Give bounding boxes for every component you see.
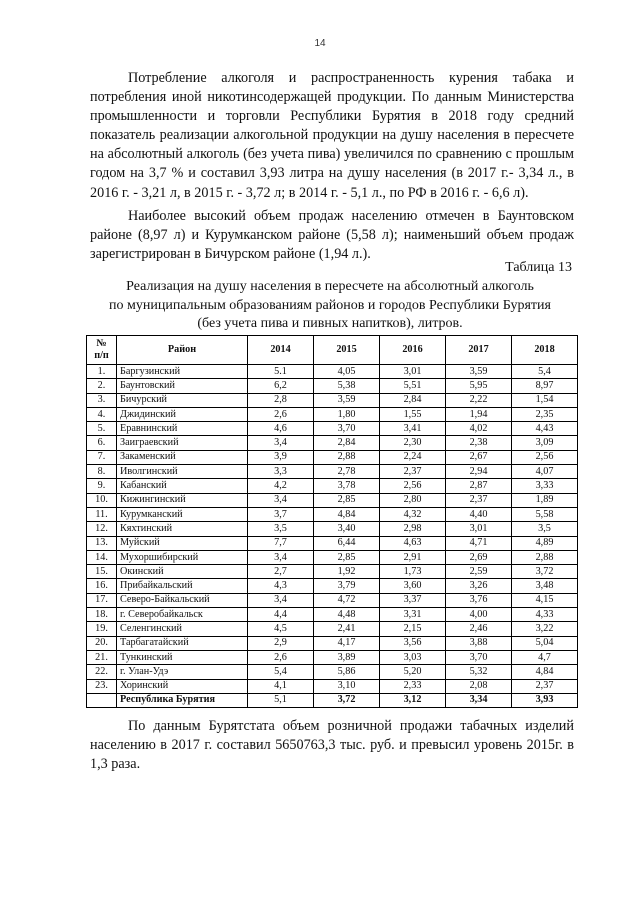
table-row — [87, 522, 578, 536]
cell-2014: 5.1 — [248, 365, 314, 379]
cell-2016: 4,63 — [380, 536, 446, 550]
cell-2015: 4,05 — [314, 365, 380, 379]
table-row — [87, 479, 578, 493]
cell-2016: 4,32 — [380, 507, 446, 521]
cell-2018: 4,07 — [512, 465, 578, 479]
cell-district: Бичурский — [117, 393, 248, 407]
cell-district: Курумканский — [117, 507, 248, 521]
table-row — [87, 536, 578, 550]
cell-2016: 2,37 — [380, 465, 446, 479]
cell-2017: 5,95 — [446, 379, 512, 393]
cell-2015: 2,85 — [314, 493, 380, 507]
cell-2016: 3,31 — [380, 608, 446, 622]
table-row — [87, 465, 578, 479]
cell-2014: 4,6 — [248, 422, 314, 436]
cell-2015: 3,79 — [314, 579, 380, 593]
cell-2018: 5,04 — [512, 636, 578, 650]
cell-2014: 4,2 — [248, 479, 314, 493]
cell-2018: 4,43 — [512, 422, 578, 436]
cell-district: Еравнинский — [117, 422, 248, 436]
cell-2016: 3,03 — [380, 650, 446, 664]
cell-district: Джидинский — [117, 407, 248, 421]
cell-2018: 3,09 — [512, 436, 578, 450]
cell-2015: 2,78 — [314, 465, 380, 479]
cell-2018: 3,33 — [512, 479, 578, 493]
cell-2017: 4,00 — [446, 608, 512, 622]
cell-district: Кабанский — [117, 479, 248, 493]
header-number-symbol: № — [96, 338, 107, 349]
cell-2015: 1,92 — [314, 565, 380, 579]
cell-2016: 3,12 — [380, 693, 446, 707]
cell-2016: 2,33 — [380, 679, 446, 693]
table-row — [87, 407, 578, 421]
cell-number: 15. — [87, 565, 117, 579]
cell-2018: 3,93 — [512, 693, 578, 707]
table-row — [87, 565, 578, 579]
cell-2015: 3,59 — [314, 393, 380, 407]
cell-2015: 4,48 — [314, 608, 380, 622]
cell-2014: 4,4 — [248, 608, 314, 622]
cell-2016: 2,80 — [380, 493, 446, 507]
cell-2016: 3,60 — [380, 579, 446, 593]
cell-2017: 2,67 — [446, 450, 512, 464]
cell-2017: 2,59 — [446, 565, 512, 579]
table-row — [87, 365, 578, 379]
cell-number: 19. — [87, 622, 117, 636]
cell-district: Селенгинский — [117, 622, 248, 636]
cell-2018: 8,97 — [512, 379, 578, 393]
cell-number: 6. — [87, 436, 117, 450]
cell-2018: 4,15 — [512, 593, 578, 607]
table-row — [87, 507, 578, 521]
cell-district: Республика Бурятия — [117, 693, 248, 707]
cell-number: 8. — [87, 465, 117, 479]
cell-2015: 4,72 — [314, 593, 380, 607]
cell-2015: 4,84 — [314, 507, 380, 521]
paragraph-text: Потребление алкоголя и распространенность курения табака и потребления иной никотинсодержащей продукции. По данным Министерства промышленности и торговли Республики Бурятия в 2018 году средний показатель реализации алкогольной продукции на душу населения в пересчете на абсолютный алкоголь (без учета пива) увеличился по сравнению с прошлым годом на 3,7 % и составил 3,93 литра на душу населения (в 2017 г.- 3,34 л., в 2016 г. - 3,21 л, в 2015 г. - 3,72 л; в 2014 г. - 5,1 л., по РФ в 2016 г. - 6,6 л). — [90, 70, 574, 201]
table-caption-line: Реализация на душу населения в пересчете на абсолютный алкоголь — [126, 279, 534, 294]
cell-2015: 1,80 — [314, 407, 380, 421]
alcohol-sales-table — [86, 335, 578, 708]
page-number: 14 — [314, 38, 326, 49]
cell-2016: 1,73 — [380, 565, 446, 579]
cell-2016: 3,56 — [380, 636, 446, 650]
cell-2017: 4,40 — [446, 507, 512, 521]
table-row — [87, 593, 578, 607]
table-row — [87, 422, 578, 436]
header-2014: 2014 — [248, 336, 314, 365]
cell-2015: 5,86 — [314, 665, 380, 679]
cell-2014: 6,2 — [248, 379, 314, 393]
cell-2014: 4,5 — [248, 622, 314, 636]
cell-2017: 4,71 — [446, 536, 512, 550]
table-row — [87, 679, 578, 693]
cell-district: Баунтовский — [117, 379, 248, 393]
cell-district: Хоринский — [117, 679, 248, 693]
table-caption-line: (без учета пива и пивных напитков), литров. — [197, 316, 463, 331]
cell-district: Мухоршибирский — [117, 550, 248, 564]
cell-2015: 3,78 — [314, 479, 380, 493]
cell-2018: 4,84 — [512, 665, 578, 679]
table-row — [87, 579, 578, 593]
cell-2014: 2,6 — [248, 407, 314, 421]
cell-2016: 2,30 — [380, 436, 446, 450]
cell-2016: 2,91 — [380, 550, 446, 564]
cell-2018: 5,58 — [512, 507, 578, 521]
cell-2015: 2,84 — [314, 436, 380, 450]
cell-2014: 3,4 — [248, 493, 314, 507]
cell-number: 7. — [87, 450, 117, 464]
cell-2014: 3,4 — [248, 593, 314, 607]
cell-number: 3. — [87, 393, 117, 407]
table-row — [87, 622, 578, 636]
cell-2016: 5,51 — [380, 379, 446, 393]
cell-2017: 2,69 — [446, 550, 512, 564]
table-row — [87, 636, 578, 650]
cell-district: Тарбагатайский — [117, 636, 248, 650]
paragraph-text: По данным Бурятстата объем розничной продажи табачных изделий населению в 2017 г. составил 5650763,3 тыс. руб. и превысил уровень 2015г. в 1,3 раза. — [90, 718, 574, 773]
cell-2014: 3,4 — [248, 436, 314, 450]
cell-2014: 4,3 — [248, 579, 314, 593]
table-row — [87, 608, 578, 622]
table-row — [87, 650, 578, 664]
cell-2018: 4,89 — [512, 536, 578, 550]
cell-2017: 4,02 — [446, 422, 512, 436]
cell-number: 20. — [87, 636, 117, 650]
cell-2016: 2,56 — [380, 479, 446, 493]
cell-number: 17. — [87, 593, 117, 607]
cell-2016: 2,84 — [380, 393, 446, 407]
cell-2017: 2,22 — [446, 393, 512, 407]
cell-number: 5. — [87, 422, 117, 436]
cell-number — [87, 693, 117, 707]
cell-district: Закаменский — [117, 450, 248, 464]
cell-2017: 3,34 — [446, 693, 512, 707]
cell-2015: 2,88 — [314, 450, 380, 464]
cell-2017: 3,26 — [446, 579, 512, 593]
cell-2016: 5,20 — [380, 665, 446, 679]
cell-2016: 2,24 — [380, 450, 446, 464]
cell-number: 13. — [87, 536, 117, 550]
cell-2014: 2,6 — [248, 650, 314, 664]
cell-2016: 2,98 — [380, 522, 446, 536]
cell-2014: 3,5 — [248, 522, 314, 536]
cell-2018: 3,5 — [512, 522, 578, 536]
cell-2015: 2,41 — [314, 622, 380, 636]
cell-district: Иволгинский — [117, 465, 248, 479]
cell-2017: 1,94 — [446, 407, 512, 421]
cell-district: г. Северобайкальск — [117, 608, 248, 622]
cell-2017: 3,76 — [446, 593, 512, 607]
table-caption-line: по муниципальным образованиям районов и городов Республики Бурятия — [109, 297, 551, 313]
cell-2018: 2,35 — [512, 407, 578, 421]
cell-district: Муйский — [117, 536, 248, 550]
cell-number: 9. — [87, 479, 117, 493]
paragraph-sales-by-district — [90, 207, 574, 264]
cell-2017: 2,08 — [446, 679, 512, 693]
table-row — [87, 436, 578, 450]
table-row — [87, 379, 578, 393]
header-number — [87, 336, 117, 365]
cell-2014: 2,9 — [248, 636, 314, 650]
cell-2015: 3,40 — [314, 522, 380, 536]
cell-2015: 3,10 — [314, 679, 380, 693]
cell-2018: 3,22 — [512, 622, 578, 636]
cell-number: 10. — [87, 493, 117, 507]
cell-2018: 1,89 — [512, 493, 578, 507]
cell-2018: 3,72 — [512, 565, 578, 579]
cell-2015: 3,89 — [314, 650, 380, 664]
cell-2014: 3,4 — [248, 550, 314, 564]
paragraph-tobacco-sales — [90, 717, 574, 774]
cell-2017: 3,88 — [446, 636, 512, 650]
cell-number: 1. — [87, 365, 117, 379]
table-row — [87, 550, 578, 564]
cell-number: 18. — [87, 608, 117, 622]
cell-district: Заиграевский — [117, 436, 248, 450]
cell-2016: 1,55 — [380, 407, 446, 421]
cell-district: Тункинский — [117, 650, 248, 664]
cell-number: 23. — [87, 679, 117, 693]
table-caption — [60, 278, 600, 334]
cell-2016: 3,01 — [380, 365, 446, 379]
cell-number: 22. — [87, 665, 117, 679]
cell-2014: 7,7 — [248, 536, 314, 550]
header-2017: 2017 — [446, 336, 512, 365]
header-district: Район — [117, 336, 248, 365]
cell-2015: 2,85 — [314, 550, 380, 564]
cell-number: 11. — [87, 507, 117, 521]
cell-2014: 5,4 — [248, 665, 314, 679]
cell-2018: 4,7 — [512, 650, 578, 664]
cell-2017: 3,70 — [446, 650, 512, 664]
cell-district: Кяхтинский — [117, 522, 248, 536]
cell-2018: 2,37 — [512, 679, 578, 693]
paragraph-text: Наиболее высокий объем продаж населению отмечен в Баунтовском районе (8,97 л) и Курумканском районе (5,58 л); наименьший объем продаж зарегистрирован в Бичурском районе (1,94 л.). — [90, 208, 574, 263]
cell-number: 4. — [87, 407, 117, 421]
cell-2018: 2,88 — [512, 550, 578, 564]
table-row — [87, 493, 578, 507]
table-total-row — [87, 693, 578, 707]
cell-2015: 6,44 — [314, 536, 380, 550]
cell-2016: 2,15 — [380, 622, 446, 636]
table-label: Таблица 13 — [505, 260, 572, 275]
table-header-row — [87, 336, 578, 365]
cell-2014: 5,1 — [248, 693, 314, 707]
cell-2018: 3,48 — [512, 579, 578, 593]
cell-2014: 3,9 — [248, 450, 314, 464]
cell-number: 14. — [87, 550, 117, 564]
cell-district: Прибайкальский — [117, 579, 248, 593]
cell-number: 21. — [87, 650, 117, 664]
cell-number: 16. — [87, 579, 117, 593]
cell-2017: 2,38 — [446, 436, 512, 450]
cell-2014: 3,7 — [248, 507, 314, 521]
cell-2017: 2,87 — [446, 479, 512, 493]
cell-2016: 3,41 — [380, 422, 446, 436]
table-row — [87, 665, 578, 679]
cell-2014: 3,3 — [248, 465, 314, 479]
header-2016: 2016 — [380, 336, 446, 365]
table-row — [87, 393, 578, 407]
cell-number: 12. — [87, 522, 117, 536]
cell-2014: 4,1 — [248, 679, 314, 693]
cell-2014: 2,8 — [248, 393, 314, 407]
cell-2015: 5,38 — [314, 379, 380, 393]
table-row — [87, 450, 578, 464]
cell-district: г. Улан-Удэ — [117, 665, 248, 679]
cell-2015: 4,17 — [314, 636, 380, 650]
cell-number: 2. — [87, 379, 117, 393]
cell-2017: 2,37 — [446, 493, 512, 507]
cell-2016: 3,37 — [380, 593, 446, 607]
cell-district: Кижингинский — [117, 493, 248, 507]
cell-2017: 3,59 — [446, 365, 512, 379]
header-number-abbr: п/п — [94, 350, 109, 361]
cell-2017: 3,01 — [446, 522, 512, 536]
header-2018: 2018 — [512, 336, 578, 365]
cell-2014: 2,7 — [248, 565, 314, 579]
cell-2018: 1,54 — [512, 393, 578, 407]
cell-district: Баргузинский — [117, 365, 248, 379]
cell-2017: 5,32 — [446, 665, 512, 679]
header-2015: 2015 — [314, 336, 380, 365]
cell-2015: 3,72 — [314, 693, 380, 707]
cell-2018: 2,56 — [512, 450, 578, 464]
cell-district: Окинский — [117, 565, 248, 579]
cell-2018: 5,4 — [512, 365, 578, 379]
cell-2017: 2,46 — [446, 622, 512, 636]
cell-district: Северо-Байкальский — [117, 593, 248, 607]
cell-2017: 2,94 — [446, 465, 512, 479]
paragraph-alcohol-consumption — [90, 69, 574, 203]
cell-2018: 4,33 — [512, 608, 578, 622]
cell-2015: 3,70 — [314, 422, 380, 436]
